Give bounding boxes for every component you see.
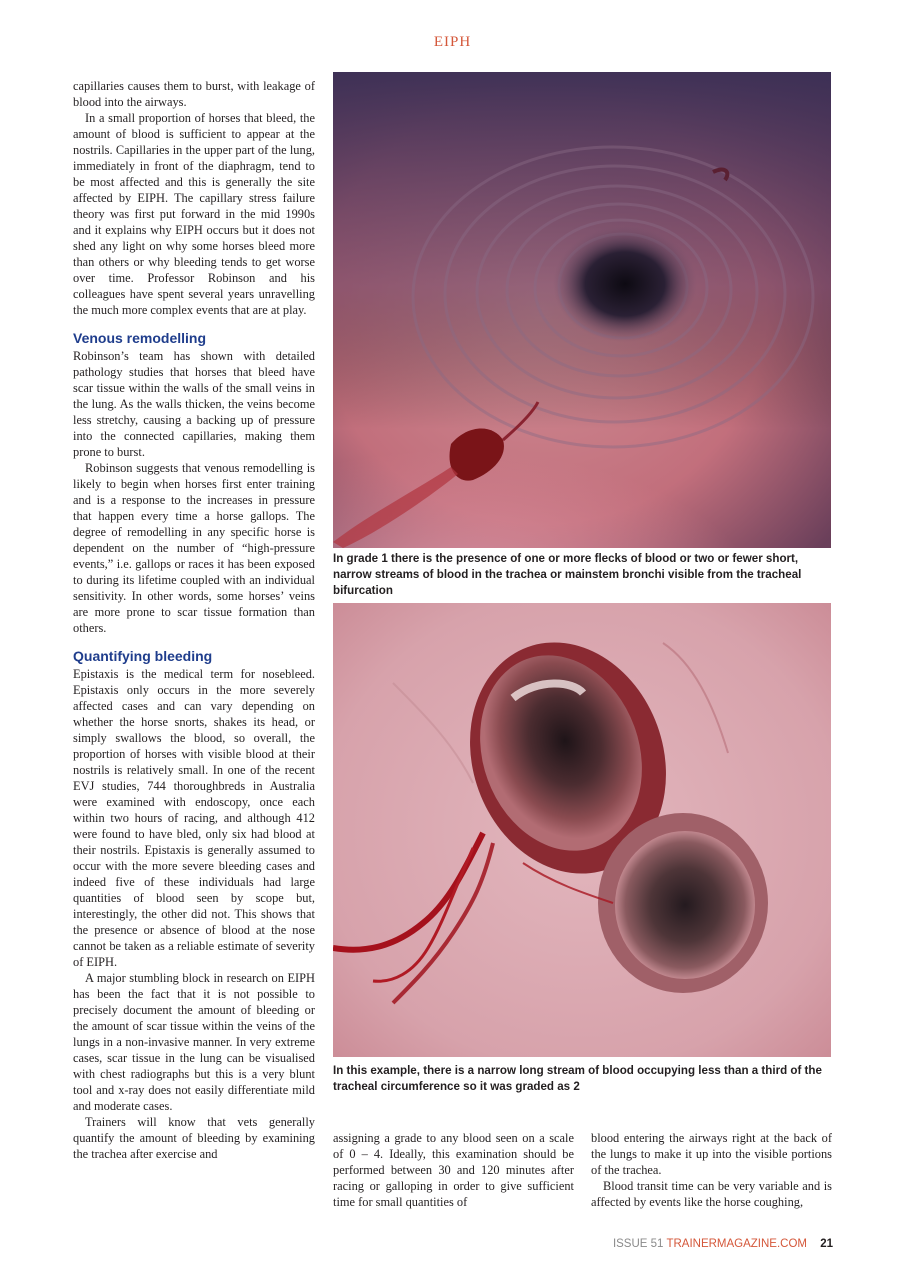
- paragraph: assigning a grade to any blood seen on a scale of 0 – 4. Ideally, this examination should be performed between 30 and 120 minutes after racing or galloping in order to give sufficient time for small quantities of: [333, 1131, 574, 1209]
- photo-caption-grade-1: In grade 1 there is the presence of one or more flecks of blood or two or fewer short, narrow streams of blood in the trachea or mainstem bronchi visible from the tracheal bifurcation: [333, 552, 802, 597]
- paragraph: Robinson’s team has shown with detailed pathology studies that horses that bleed have scar tissue within the walls of the small veins in the lung. As the walls thicken, the veins become less stretchy, causing a backing up of pressure into the connected capillaries, making them prone to burst.: [73, 349, 315, 459]
- middle-column: [333, 1130, 574, 1210]
- site-link[interactable]: TRAINERMAGAZINE.COM: [666, 1238, 807, 1250]
- paragraph: capillaries causes them to burst, with leakage of blood into the airways.: [73, 79, 315, 109]
- endoscopy-photo-grade-1: [333, 72, 831, 548]
- paragraph: Trainers will know that vets generally quantify the amount of bleeding by examining the trachea after exercise and: [73, 1115, 315, 1161]
- issue-number: ISSUE 51: [612, 1238, 664, 1250]
- section-heading-quantifying-bleeding: Quantifying bleeding: [73, 648, 213, 664]
- paragraph: Robinson suggests that venous remodelling is likely to begin when horses first enter training and is a response to the increases in pressure that happen every time a horse gallops. The degree of remodelling in any specific horse is dependent on the number of “high-pressure events,” i.e. gallops or races it has been exposed to during its lifetime coupled with an individual sensitivity. In other words, some horses’ veins are more prone to scar tissue formation than others.: [73, 461, 315, 635]
- right-column: [591, 1130, 832, 1210]
- section-heading-venous-remodelling: Venous remodelling: [73, 330, 207, 346]
- page-number: 21: [820, 1238, 833, 1250]
- page-footer: [613, 1238, 833, 1250]
- paragraph: Epistaxis is the medical term for nosebleed. Epistaxis only occurs in the more severely affected cases and can vary depending on whether the horse snorts, shakes its head, or simply swallows the blood, so overall, the proportion of horses with visible blood at their nostrils is relatively small. In one of the recent EVJ studies, 744 thoroughbreds in Australia were examined with endoscopy, once each within two hours of racing, and although 412 were found to have bled, only six had blood at their nostrils. Epistaxis is generally assumed to occur with the more severe bleeding cases and indeed five of these individuals had large quantities of blood seen by scope but, interestingly, the other did not. This shows that the presence or absence of blood at the nose cannot be taken as a reliable estimate of severity of EIPH.: [73, 667, 315, 969]
- paragraph: Blood transit time can be very variable and is affected by events like the horse coughing,: [591, 1179, 832, 1209]
- left-column: [73, 78, 315, 1162]
- section-header: EIPH: [433, 34, 472, 50]
- paragraph: In a small proportion of horses that bleed, the amount of blood is sufficient to appear at the nostrils. Capillaries in the upper part of the lung, immediately in front of the diaphragm, tend to be most affected and this is generally the site affected by EIPH. The capillary stress failure theory was first put forward in the mid 1990s and it explains why EIPH occurs but it does not shed any light on why some horses bleed more than others or why bleeding tends to get worse over time. Professor Robinson and his colleagues have spent several years unravelling the much more complex events that are at play.: [73, 111, 315, 317]
- endoscopy-photo-grade-2: [333, 603, 831, 1057]
- paragraph: blood entering the airways right at the back of the lungs to make it up into the visible portions of the trachea.: [591, 1131, 832, 1177]
- photo-caption-grade-2: In this example, there is a narrow long stream of blood occupying less than a third of the tracheal circumference so it was graded as 2: [333, 1064, 822, 1093]
- paragraph: A major stumbling block in research on EIPH has been the fact that it is not possible to precisely document the amount of bleeding or the amount of scar tissue within the veins of the lungs in a non-invasive manner. In very extreme cases, scar tissue in the lung can be visualised with chest radiographs but this is a very blunt tool and x-ray does not easily differentiate mild and moderate cases.: [73, 971, 315, 1113]
